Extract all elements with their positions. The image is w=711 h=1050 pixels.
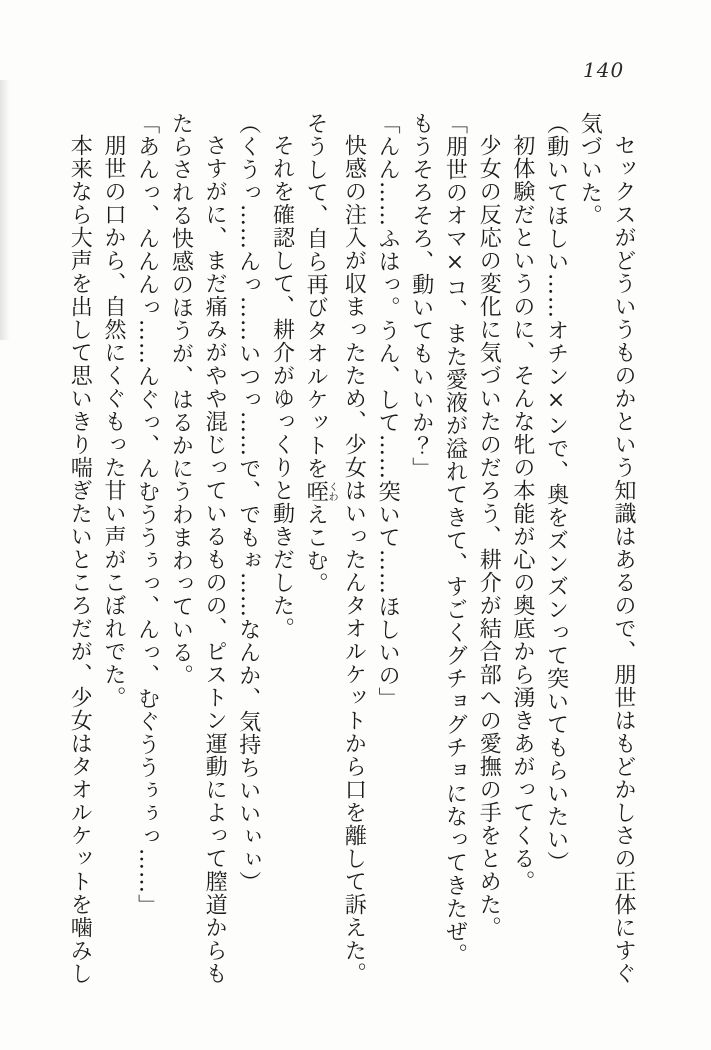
paragraph-dialogue: 「朋世のオマ×コ、また愛液が溢れてきて、すごくグチョグチョになってきたぜ。もうそろそろ、動いてもいいか？」 <box>408 112 468 966</box>
paragraph-narration: それを確認して、耕介がゆっくりと動きだした。 <box>269 134 295 640</box>
paragraph-narration: 快感の注入が収まったため、少女はいったんタオルケットから口を離して訴えた。 <box>341 134 367 985</box>
ruby-pre-text: そうして、自ら再びタオルケットを <box>303 112 329 480</box>
paragraph-narration: 少女の反応の変化に気づいたのだろう、耕介が結合部への愛撫の手をとめた。 <box>476 134 502 939</box>
paragraph-narration-ruby <box>298 112 336 986</box>
paragraph-thought: （くうっ……んっ……いつっ……で、でもぉ……なんか、気持ちいいぃぃ） <box>235 112 261 894</box>
ruby-word <box>303 480 338 503</box>
ruby-furigana: くわ <box>326 480 338 503</box>
page-text <box>63 112 640 986</box>
ruby-post-text: えこむ。 <box>303 503 329 595</box>
paragraph-dialogue: 「あんっ、んんんっ……んぐっ、んむううぅっ、んっ、むぐううぅぅっ……」 <box>134 112 160 917</box>
paragraph-thought: （動いてほしい……オチン×ンで、奥をズンズンって突いてもらいたい） <box>543 112 569 874</box>
paragraph-narration: さすがに、まだ痛みがやや混じっているものの、ピストン運動によって膣道からもたらされる快感のほうが、はるかにうわまわっている。 <box>168 112 228 985</box>
paragraph-dialogue: 「んん……ふはっ。うん、して……突いて……ほしいの」 <box>375 112 401 710</box>
paragraph-narration: 初体験だというのに、そんな牝の本能が心の奥底から湧きあがってくる。 <box>509 134 535 893</box>
page-number: 140 <box>583 58 625 82</box>
ruby-base: 咥 <box>303 480 329 503</box>
paragraph-narration: セックスがどういうものかという知識はあるので、朋世はもどかしさの正体にすぐ気づいた。 <box>577 112 636 985</box>
paragraph-narration: 朋世の口から、自然にくぐもった甘い声がこぼれでた。 <box>100 134 126 709</box>
page-edge-shadow <box>0 80 10 340</box>
paragraph-narration: 本来なら大声を出して思いきり喘ぎたいところだが、少女はタオルケットを噛みし <box>67 134 93 985</box>
